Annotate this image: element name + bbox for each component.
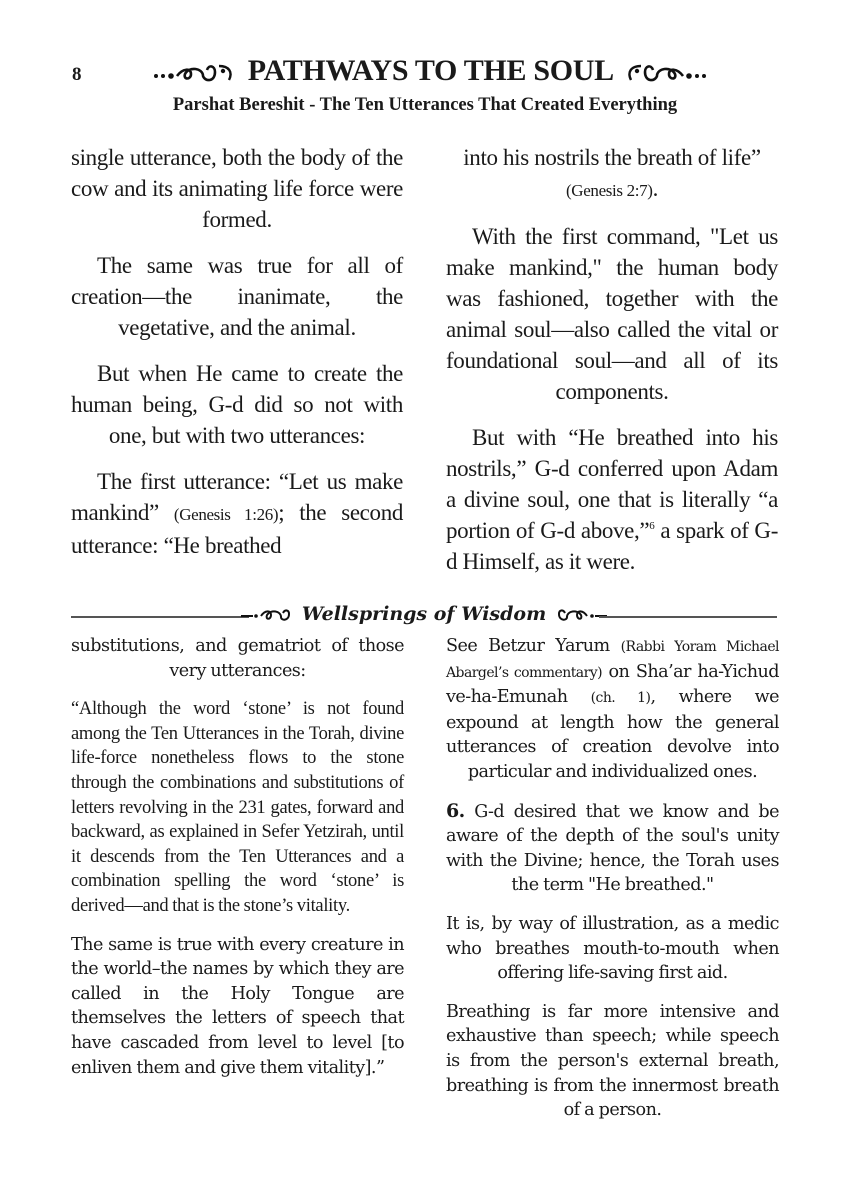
text: into his nostrils the breath of life” — [463, 145, 761, 170]
divider-label — [241, 603, 607, 625]
flourish-left-icon — [241, 608, 295, 622]
footnote-paragraph: substitutions, and gematriot of those very utterances: — [71, 636, 404, 681]
text: The first utterance: “Let us make mankind” — [71, 469, 403, 525]
chapter-subtitle: Parshat Bereshit - The Ten Utterances That Created Everything — [172, 95, 678, 115]
footnote-marker[interactable]: 6 — [649, 520, 655, 532]
text: See Betzur Yarum — [446, 636, 610, 656]
footnote-paragraph — [446, 634, 779, 785]
footnotes-column-right — [446, 634, 779, 1137]
footnote-paragraph: “Although the word ‘stone’ is not found among the Ten Utterances in the Torah, divine life-force nonetheless flows to the stone through the combinations and substitutions of letters revolving in the 231 gates, forward and backward, as explained in Sefer Yetzirah, until it descends from the Ten Utterances and a combination spelling the word ‘stone’ is derived—and that is the stone’s vitality. — [71, 699, 404, 916]
text: But with “He breathed into his nostrils,” G-d conferred upon Adam a divine soul, one that is literally “a portion of G-d above,” — [446, 425, 778, 543]
footnote-paragraph: The same is true with every creature in the world–the names by which they are called in the Holy Tongue are themselves the letters of speech that have cascaded from level to level [to enliven them and give them vitality].” — [71, 934, 404, 1078]
flourish-right-icon — [553, 608, 607, 622]
paragraph — [446, 142, 778, 206]
divider-title: Wellsprings of Wisdom — [301, 603, 547, 625]
paragraph: But when He came to create the human being, G-d did so not with one, but with two utterances: — [71, 361, 403, 448]
flourish-left-icon — [153, 62, 241, 84]
text: on Sha’ar ha-Yichud ve-ha-Emunah — [446, 661, 780, 708]
flourish-right-icon — [619, 62, 707, 84]
text: . — [652, 176, 658, 201]
running-title: PATHWAYS TO THE SOUL — [247, 54, 613, 87]
main-column-right — [446, 142, 778, 592]
citation: (ch. 1) — [590, 690, 651, 707]
footnote-paragraph: Breathing is far more intensive and exhaustive than speech; while speech is from the person's external breath, breathing is from the innermost breath of a person. — [446, 1001, 779, 1121]
footnote-paragraph: It is, by way of illustration, as a medic who breathes mouth-to-mouth when offering life-saving first aid. — [446, 913, 779, 984]
paragraph: With the first command, "Let us make mankind," the human body was fashioned, together with the animal soul—also called the vital or foundational soul—and all of its components. — [446, 224, 778, 404]
footnotes-column-left — [71, 634, 404, 1094]
footnote-6 — [446, 799, 779, 898]
divider-rule-left — [71, 616, 249, 618]
main-column-left — [71, 142, 403, 576]
paragraph — [446, 422, 778, 577]
scripture-reference: (Genesis 2:7) — [566, 181, 653, 200]
scripture-reference: (Genesis 1:26) — [173, 505, 279, 524]
paragraph — [71, 466, 403, 561]
paragraph: The same was true for all of creation—the inanimate, the vegetative, and the animal. — [71, 253, 403, 340]
footnote-number: 6. — [446, 799, 465, 822]
text: a spark of G-d Himself, as it were. — [446, 518, 778, 574]
citation: (Rabbi Yoram Michael Abargel’s commentary) — [446, 639, 779, 681]
text: G-d desired that we know and be aware of the depth of the soul's unity with the Divine; hence, the Torah uses the term "He breathed." — [446, 801, 779, 896]
paragraph: single utterance, both the body of the cow and its animating life force were formed. — [71, 145, 403, 232]
section-divider — [71, 603, 777, 629]
divider-rule-right — [599, 616, 777, 618]
text: , where we expound at length how the general utterances of creation devolve into particular and individualized ones. — [446, 687, 779, 782]
page-number: 8 — [72, 64, 82, 85]
running-head — [130, 54, 730, 88]
text: ; the second utterance: “He breathed — [71, 500, 403, 558]
